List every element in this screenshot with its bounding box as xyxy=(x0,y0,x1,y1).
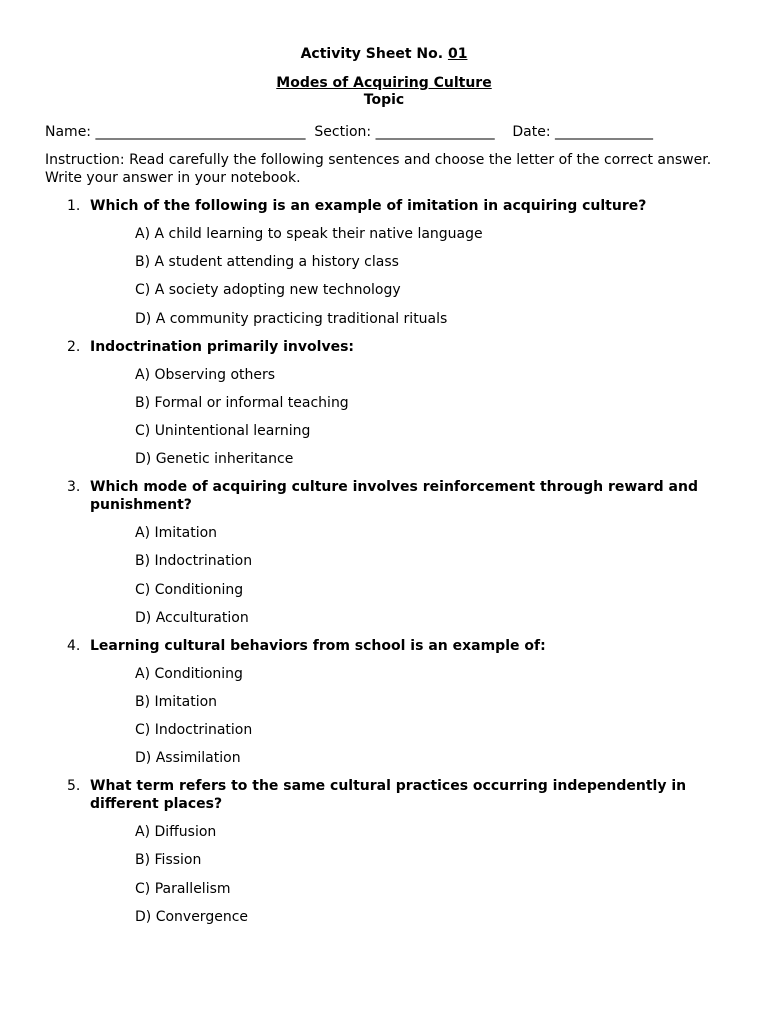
option-list xyxy=(0,823,768,926)
question-list xyxy=(0,197,768,936)
option-list xyxy=(0,366,768,469)
question-number: 4. xyxy=(67,637,81,654)
instruction-text: Instruction: Read carefully the following sentences and choose the letter of the correct answer. Write your answer in your notebook. xyxy=(45,152,712,186)
answer-option: D) Genetic inheritance xyxy=(135,451,294,468)
question-number: 5. xyxy=(67,778,81,795)
answer-option: B) Fission xyxy=(135,852,202,869)
answer-option: B) Formal or informal teaching xyxy=(135,394,349,411)
answer-option: D) A community practicing traditional rituals xyxy=(135,310,448,327)
question-item xyxy=(0,637,768,768)
option-list xyxy=(0,524,768,627)
question-item xyxy=(0,338,768,469)
answer-option: C) Parallelism xyxy=(135,880,231,897)
question-text: Which of the following is an example of imitation in acquiring culture? xyxy=(90,198,647,214)
answer-option: A) Conditioning xyxy=(135,665,243,682)
question-text: What term refers to the same cultural practices occurring independently in different places? xyxy=(90,778,687,813)
answer-option: D) Assimilation xyxy=(135,750,241,767)
answer-option: C) Conditioning xyxy=(135,581,244,598)
sheet-title xyxy=(0,45,768,63)
question-text: Indoctrination primarily involves: xyxy=(90,338,354,355)
answer-option: A) A child learning to speak their native language xyxy=(135,226,483,242)
question-text: Which mode of acquiring culture involves reinforcement through reward and punishment? xyxy=(90,479,698,514)
answer-option: A) Observing others xyxy=(135,366,276,383)
answer-option: C) A society adopting new technology xyxy=(135,282,401,299)
question-item xyxy=(0,478,768,627)
question-text: Learning cultural behaviors from school is an example of: xyxy=(90,637,546,654)
sheet-title-prefix: Activity Sheet No. xyxy=(300,46,448,62)
question-item xyxy=(0,777,768,926)
question-number: 1. xyxy=(67,198,81,214)
answer-option: D) Acculturation xyxy=(135,609,249,626)
answer-option: D) Convergence xyxy=(135,908,248,925)
question-number: 3. xyxy=(67,479,81,496)
option-list xyxy=(0,665,768,768)
answer-option: A) Imitation xyxy=(135,525,218,542)
answer-option: C) Unintentional learning xyxy=(135,422,311,439)
section-field: Section: _________________ xyxy=(314,124,495,140)
header-fields xyxy=(45,123,653,141)
question-item xyxy=(0,197,768,328)
topic-title: Modes of Acquiring Culture xyxy=(276,75,492,91)
answer-option: C) Indoctrination xyxy=(135,722,253,739)
answer-option: A) Diffusion xyxy=(135,824,217,841)
answer-option: B) Indoctrination xyxy=(135,553,253,570)
option-list xyxy=(0,225,768,328)
sheet-number: 01 xyxy=(447,46,468,62)
date-field: Date: ______________ xyxy=(512,124,654,140)
answer-option: B) Imitation xyxy=(135,693,218,710)
name-field: Name: ______________________________ xyxy=(45,124,306,140)
question-number: 2. xyxy=(67,338,81,355)
answer-option: B) A student attending a history class xyxy=(135,254,399,271)
topic-label: Topic xyxy=(363,92,405,108)
